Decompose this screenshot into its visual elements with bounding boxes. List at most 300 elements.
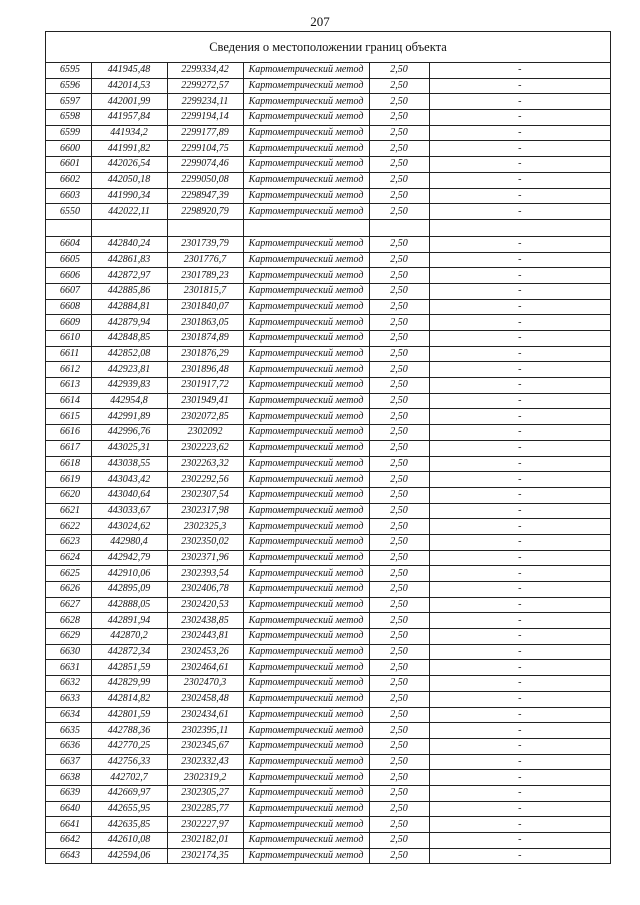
method-cell: Картометрический метод [243,456,369,472]
x-coordinate-cell: 442852,08 [91,346,167,362]
method-cell: Картометрический метод [243,393,369,409]
method-cell: Картометрический метод [243,283,369,299]
point-number-cell: 6630 [46,644,91,660]
description-cell: - [429,644,610,660]
description-cell: - [429,566,610,582]
method-cell: Картометрический метод [243,141,369,157]
page-number: 207 [310,14,330,29]
y-coordinate-cell: 2302227,97 [167,817,243,833]
table-row [46,188,610,204]
y-coordinate-cell: 2301917,72 [167,378,243,394]
y-coordinate-cell: 2299050,08 [167,172,243,188]
table-row [46,268,610,284]
method-cell: Картометрический метод [243,110,369,126]
accuracy-cell: 2,50 [369,754,429,770]
x-coordinate-cell: 442910,06 [91,566,167,582]
table-row [46,597,610,613]
table-row [46,63,610,78]
y-coordinate-cell: 2301789,23 [167,268,243,284]
accuracy-cell: 2,50 [369,738,429,754]
table-row [46,801,610,817]
table-row [46,691,610,707]
method-cell: Картометрический метод [243,738,369,754]
x-coordinate-cell: 442996,76 [91,425,167,441]
x-coordinate-cell: 442895,09 [91,582,167,598]
table-row [46,613,610,629]
point-number-cell: 6617 [46,440,91,456]
accuracy-cell: 2,50 [369,252,429,268]
y-coordinate-cell: 2299074,46 [167,157,243,173]
description-cell: - [429,629,610,645]
x-coordinate-cell: 442022,11 [91,204,167,220]
method-cell: Картометрический метод [243,299,369,315]
y-coordinate-cell: 2299334,42 [167,63,243,78]
point-number-cell: 6634 [46,707,91,723]
x-coordinate-cell: 442884,81 [91,299,167,315]
accuracy-cell: 2,50 [369,848,429,864]
x-coordinate-cell: 442939,83 [91,378,167,394]
description-cell: - [429,723,610,739]
x-coordinate-cell: 442702,7 [91,770,167,786]
description-cell: - [429,378,610,394]
table-row [46,283,610,299]
x-coordinate-cell: 442888,05 [91,597,167,613]
description-cell: - [429,754,610,770]
description-cell: - [429,110,610,126]
y-coordinate-cell: 2299194,14 [167,110,243,126]
y-coordinate-cell: 2301874,89 [167,331,243,347]
x-coordinate-cell: 442050,18 [91,172,167,188]
table-row [46,315,610,331]
accuracy-cell: 2,50 [369,676,429,692]
x-coordinate-cell: 441990,34 [91,188,167,204]
point-number-cell: 6604 [46,236,91,252]
point-number-cell: 6598 [46,110,91,126]
point-number-cell: 6612 [46,362,91,378]
table-row [46,707,610,723]
empty-cell [46,219,91,236]
table-row [46,172,610,188]
point-number-cell: 6642 [46,833,91,849]
description-cell: - [429,425,610,441]
point-number-cell: 6620 [46,487,91,503]
accuracy-cell: 2,50 [369,110,429,126]
table-row [46,660,610,676]
y-coordinate-cell: 2302307,54 [167,487,243,503]
method-cell: Картометрический метод [243,331,369,347]
group-separator-row [46,219,610,236]
accuracy-cell: 2,50 [369,566,429,582]
description-cell: - [429,707,610,723]
y-coordinate-cell: 2302174,35 [167,848,243,864]
x-coordinate-cell: 442001,99 [91,94,167,110]
description-cell: - [429,519,610,535]
y-coordinate-cell: 2298920,79 [167,204,243,220]
table-row [46,738,610,754]
x-coordinate-cell: 442870,2 [91,629,167,645]
point-number-cell: 6605 [46,252,91,268]
accuracy-cell: 2,50 [369,456,429,472]
x-coordinate-cell: 442872,97 [91,268,167,284]
y-coordinate-cell: 2302223,62 [167,440,243,456]
table-row [46,629,610,645]
accuracy-cell: 2,50 [369,362,429,378]
method-cell: Картометрический метод [243,754,369,770]
table-row [46,252,610,268]
method-cell: Картометрический метод [243,94,369,110]
table-row [46,456,610,472]
table-row [46,833,610,849]
accuracy-cell: 2,50 [369,425,429,441]
accuracy-cell: 2,50 [369,157,429,173]
point-number-cell: 6641 [46,817,91,833]
accuracy-cell: 2,50 [369,204,429,220]
point-number-cell: 6638 [46,770,91,786]
y-coordinate-cell: 2302434,61 [167,707,243,723]
accuracy-cell: 2,50 [369,125,429,141]
x-coordinate-cell: 442635,85 [91,817,167,833]
method-cell: Картометрический метод [243,487,369,503]
table-row [46,331,610,347]
accuracy-cell: 2,50 [369,785,429,801]
point-number-cell: 6595 [46,63,91,78]
point-number-cell: 6613 [46,378,91,394]
description-cell: - [429,125,610,141]
y-coordinate-cell: 2302406,78 [167,582,243,598]
empty-cell [429,219,610,236]
y-coordinate-cell: 2299104,75 [167,141,243,157]
x-coordinate-cell: 442026,54 [91,157,167,173]
table-row [46,110,610,126]
y-coordinate-cell: 2302453,26 [167,644,243,660]
accuracy-cell: 2,50 [369,519,429,535]
table-row [46,723,610,739]
x-coordinate-cell: 441991,82 [91,141,167,157]
x-coordinate-cell: 442594,06 [91,848,167,864]
method-cell: Картометрический метод [243,188,369,204]
y-coordinate-cell: 2302464,61 [167,660,243,676]
y-coordinate-cell: 2302263,32 [167,456,243,472]
accuracy-cell: 2,50 [369,723,429,739]
description-cell: - [429,691,610,707]
y-coordinate-cell: 2302305,27 [167,785,243,801]
description-cell: - [429,503,610,519]
method-cell: Картометрический метод [243,252,369,268]
accuracy-cell: 2,50 [369,346,429,362]
point-number-cell: 6609 [46,315,91,331]
y-coordinate-cell: 2302332,43 [167,754,243,770]
point-number-cell: 6597 [46,94,91,110]
method-cell: Картометрический метод [243,550,369,566]
y-coordinate-cell: 2302285,77 [167,801,243,817]
x-coordinate-cell: 442788,36 [91,723,167,739]
table-row [46,78,610,94]
description-cell: - [429,157,610,173]
description-cell: - [429,94,610,110]
x-coordinate-cell: 442848,85 [91,331,167,347]
description-cell: - [429,472,610,488]
table-row [46,848,610,864]
description-cell: - [429,268,610,284]
description-cell: - [429,252,610,268]
accuracy-cell: 2,50 [369,691,429,707]
method-cell: Картометрический метод [243,707,369,723]
x-coordinate-cell: 441957,84 [91,110,167,126]
method-cell: Картометрический метод [243,801,369,817]
description-cell: - [429,487,610,503]
y-coordinate-cell: 2301776,7 [167,252,243,268]
table-row [46,770,610,786]
accuracy-cell: 2,50 [369,283,429,299]
y-coordinate-cell: 2302319,2 [167,770,243,786]
x-coordinate-cell: 443040,64 [91,487,167,503]
accuracy-cell: 2,50 [369,236,429,252]
table-row [46,676,610,692]
x-coordinate-cell: 442829,99 [91,676,167,692]
table-row [46,440,610,456]
y-coordinate-cell: 2301840,07 [167,299,243,315]
point-number-cell: 6550 [46,204,91,220]
y-coordinate-cell: 2301815,7 [167,283,243,299]
accuracy-cell: 2,50 [369,378,429,394]
point-number-cell: 6629 [46,629,91,645]
point-number-cell: 6632 [46,676,91,692]
point-number-cell: 6626 [46,582,91,598]
x-coordinate-cell: 442923,81 [91,362,167,378]
y-coordinate-cell: 2302317,98 [167,503,243,519]
accuracy-cell: 2,50 [369,78,429,94]
coordinates-table [46,63,610,864]
method-cell: Картометрический метод [243,362,369,378]
point-number-cell: 6611 [46,346,91,362]
accuracy-cell: 2,50 [369,487,429,503]
point-number-cell: 6624 [46,550,91,566]
table-row [46,141,610,157]
point-number-cell: 6599 [46,125,91,141]
table-row [46,472,610,488]
method-cell: Картометрический метод [243,582,369,598]
table-row [46,487,610,503]
x-coordinate-cell: 442885,86 [91,283,167,299]
y-coordinate-cell: 2299234,11 [167,94,243,110]
description-cell: - [429,613,610,629]
method-cell: Картометрический метод [243,723,369,739]
accuracy-cell: 2,50 [369,707,429,723]
point-number-cell: 6631 [46,660,91,676]
x-coordinate-cell: 442991,89 [91,409,167,425]
description-cell: - [429,331,610,347]
x-coordinate-cell: 442610,08 [91,833,167,849]
description-cell: - [429,833,610,849]
y-coordinate-cell: 2302420,53 [167,597,243,613]
accuracy-cell: 2,50 [369,393,429,409]
table-row [46,409,610,425]
y-coordinate-cell: 2302182,01 [167,833,243,849]
x-coordinate-cell: 443024,62 [91,519,167,535]
accuracy-cell: 2,50 [369,534,429,550]
description-cell: - [429,409,610,425]
point-number-cell: 6627 [46,597,91,613]
table-row [46,94,610,110]
table-row [46,346,610,362]
method-cell: Картометрический метод [243,204,369,220]
x-coordinate-cell: 442840,24 [91,236,167,252]
accuracy-cell: 2,50 [369,94,429,110]
accuracy-cell: 2,50 [369,315,429,331]
accuracy-cell: 2,50 [369,550,429,566]
accuracy-cell: 2,50 [369,141,429,157]
description-cell: - [429,63,610,78]
method-cell: Картометрический метод [243,629,369,645]
description-cell: - [429,597,610,613]
description-cell: - [429,315,610,331]
point-number-cell: 6625 [46,566,91,582]
description-cell: - [429,801,610,817]
description-cell: - [429,770,610,786]
description-cell: - [429,456,610,472]
accuracy-cell: 2,50 [369,63,429,78]
y-coordinate-cell: 2301863,05 [167,315,243,331]
y-coordinate-cell: 2302470,3 [167,676,243,692]
description-cell: - [429,362,610,378]
point-number-cell: 6636 [46,738,91,754]
accuracy-cell: 2,50 [369,597,429,613]
x-coordinate-cell: 442851,59 [91,660,167,676]
description-cell: - [429,188,610,204]
point-number-cell: 6596 [46,78,91,94]
method-cell: Картометрический метод [243,644,369,660]
x-coordinate-cell: 441945,48 [91,63,167,78]
accuracy-cell: 2,50 [369,833,429,849]
x-coordinate-cell: 442770,25 [91,738,167,754]
method-cell: Картометрический метод [243,676,369,692]
method-cell: Картометрический метод [243,660,369,676]
method-cell: Картометрический метод [243,566,369,582]
point-number-cell: 6610 [46,331,91,347]
x-coordinate-cell: 442756,33 [91,754,167,770]
point-number-cell: 6639 [46,785,91,801]
x-coordinate-cell: 442861,83 [91,252,167,268]
description-cell: - [429,660,610,676]
x-coordinate-cell: 441934,2 [91,125,167,141]
point-number-cell: 6602 [46,172,91,188]
point-number-cell: 6643 [46,848,91,864]
accuracy-cell: 2,50 [369,299,429,315]
accuracy-cell: 2,50 [369,644,429,660]
point-number-cell: 6622 [46,519,91,535]
description-cell: - [429,582,610,598]
x-coordinate-cell: 442014,53 [91,78,167,94]
point-number-cell: 6621 [46,503,91,519]
description-cell: - [429,817,610,833]
description-cell: - [429,785,610,801]
method-cell: Картометрический метод [243,172,369,188]
point-number-cell: 6618 [46,456,91,472]
empty-cell [369,219,429,236]
point-number-cell: 6628 [46,613,91,629]
method-cell: Картометрический метод [243,848,369,864]
method-cell: Картометрический метод [243,770,369,786]
method-cell: Картометрический метод [243,63,369,78]
x-coordinate-cell: 442814,82 [91,691,167,707]
description-cell: - [429,550,610,566]
empty-cell [243,219,369,236]
y-coordinate-cell: 2302393,54 [167,566,243,582]
table-row [46,236,610,252]
table-row [46,754,610,770]
table-row [46,785,610,801]
accuracy-cell: 2,50 [369,409,429,425]
table-row [46,362,610,378]
method-cell: Картометрический метод [243,125,369,141]
method-cell: Картометрический метод [243,346,369,362]
description-cell: - [429,738,610,754]
table-row [46,393,610,409]
accuracy-cell: 2,50 [369,472,429,488]
y-coordinate-cell: 2302325,3 [167,519,243,535]
method-cell: Картометрический метод [243,472,369,488]
accuracy-cell: 2,50 [369,440,429,456]
x-coordinate-cell: 442954,8 [91,393,167,409]
description-cell: - [429,236,610,252]
method-cell: Картометрический метод [243,425,369,441]
empty-cell [91,219,167,236]
x-coordinate-cell: 443038,55 [91,456,167,472]
point-number-cell: 6607 [46,283,91,299]
x-coordinate-cell: 442980,4 [91,534,167,550]
table-row [46,534,610,550]
x-coordinate-cell: 443025,31 [91,440,167,456]
y-coordinate-cell: 2299177,89 [167,125,243,141]
y-coordinate-cell: 2302443,81 [167,629,243,645]
table-row [46,425,610,441]
x-coordinate-cell: 442655,95 [91,801,167,817]
point-number-cell: 6619 [46,472,91,488]
boundary-table-container [45,31,611,864]
point-number-cell: 6601 [46,157,91,173]
accuracy-cell: 2,50 [369,817,429,833]
point-number-cell: 6637 [46,754,91,770]
accuracy-cell: 2,50 [369,770,429,786]
accuracy-cell: 2,50 [369,613,429,629]
y-coordinate-cell: 2299272,57 [167,78,243,94]
y-coordinate-cell: 2302292,56 [167,472,243,488]
method-cell: Картометрический метод [243,268,369,284]
y-coordinate-cell: 2301949,41 [167,393,243,409]
y-coordinate-cell: 2302345,67 [167,738,243,754]
x-coordinate-cell: 442891,94 [91,613,167,629]
y-coordinate-cell: 2302350,02 [167,534,243,550]
method-cell: Картометрический метод [243,833,369,849]
coordinates-table-body [46,63,610,864]
point-number-cell: 6614 [46,393,91,409]
method-cell: Картометрический метод [243,534,369,550]
accuracy-cell: 2,50 [369,172,429,188]
y-coordinate-cell: 2301896,48 [167,362,243,378]
x-coordinate-cell: 442801,59 [91,707,167,723]
table-row [46,157,610,173]
description-cell: - [429,440,610,456]
table-row [46,550,610,566]
x-coordinate-cell: 442669,97 [91,785,167,801]
method-cell: Картометрический метод [243,785,369,801]
x-coordinate-cell: 442879,94 [91,315,167,331]
y-coordinate-cell: 2301876,29 [167,346,243,362]
method-cell: Картометрический метод [243,236,369,252]
x-coordinate-cell: 443043,42 [91,472,167,488]
method-cell: Картометрический метод [243,315,369,331]
point-number-cell: 6600 [46,141,91,157]
